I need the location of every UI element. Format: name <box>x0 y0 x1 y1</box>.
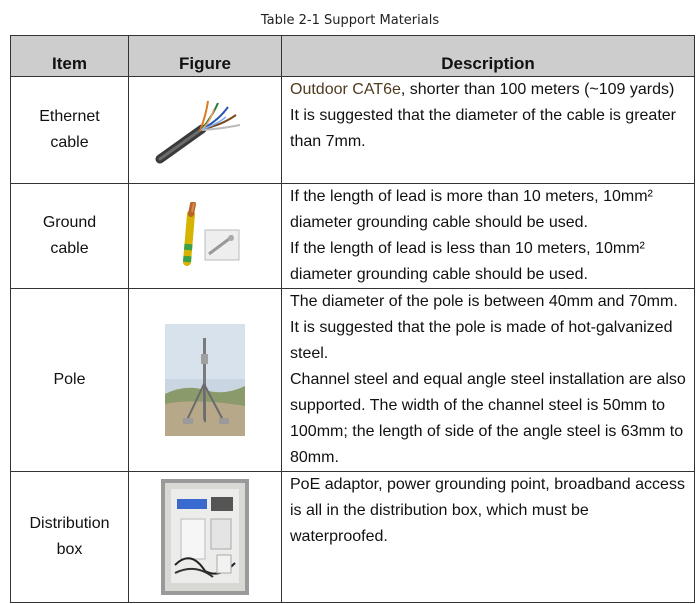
item-label-line: cable <box>50 240 89 257</box>
description-cell <box>282 289 695 472</box>
item-label-line: Pole <box>53 371 86 388</box>
header-item: Item <box>11 36 129 77</box>
figure-cell <box>129 289 282 472</box>
ground-cable-photo <box>165 202 245 270</box>
ethernet-cable-photo <box>150 95 260 165</box>
cable-type-highlight: Outdoor CAT6e <box>290 81 401 98</box>
figure-cell <box>129 77 282 184</box>
description-cell <box>282 184 695 289</box>
figure-cell <box>129 184 282 289</box>
description-paragraph: PoE adaptor, power grounding point, broadband access is all in the distribution box, which must be waterproofed. <box>290 476 685 545</box>
description-paragraph: If the length of lead is less than 10 meters, 10mm² diameter grounding cable should be used. <box>290 240 645 283</box>
description-paragraph: If the length of lead is more than 10 meters, 10mm² diameter grounding cable should be used. <box>290 188 653 231</box>
description-paragraph <box>290 77 690 103</box>
table-row-distribution-box <box>11 472 695 603</box>
description-cell <box>282 472 695 603</box>
description-paragraph: Channel steel and equal angle steel installation are also supported. The width of the channel steel is 50mm to 100mm; the length of side of the angle steel is 63mm to 80mm. <box>290 371 686 466</box>
header-description: Description <box>282 36 695 77</box>
distribution-box-photo <box>161 479 249 595</box>
item-label-line: box <box>56 541 83 558</box>
figure-cell <box>129 472 282 603</box>
table-row-ground-cable <box>11 184 695 289</box>
description-paragraph: The diameter of the pole is between 40mm and 70mm. It is suggested that the pole is made of hot-galvanized steel. <box>290 293 678 362</box>
item-cell <box>11 472 129 603</box>
item-label-line: Distribution <box>29 515 110 532</box>
description-cell <box>282 77 695 184</box>
item-label-line: Ethernet <box>39 108 100 125</box>
table-row-pole <box>11 289 695 472</box>
item-label-line: Ground <box>42 214 97 231</box>
item-label-line: cable <box>50 134 89 151</box>
item-cell <box>11 289 129 472</box>
header-figure: Figure <box>129 36 282 77</box>
description-paragraph: It is suggested that the diameter of the cable is greater than 7mm. <box>290 107 676 150</box>
support-materials-table <box>10 35 695 603</box>
pole-photo <box>165 324 245 436</box>
table-caption: Table 2-1 Support Materials <box>260 13 440 28</box>
table-header-row <box>11 36 695 77</box>
table-row-ethernet-cable <box>11 77 695 184</box>
item-cell <box>11 77 129 184</box>
description-text: , shorter than 100 meters (~109 yards) <box>400 81 675 98</box>
item-cell <box>11 184 129 289</box>
